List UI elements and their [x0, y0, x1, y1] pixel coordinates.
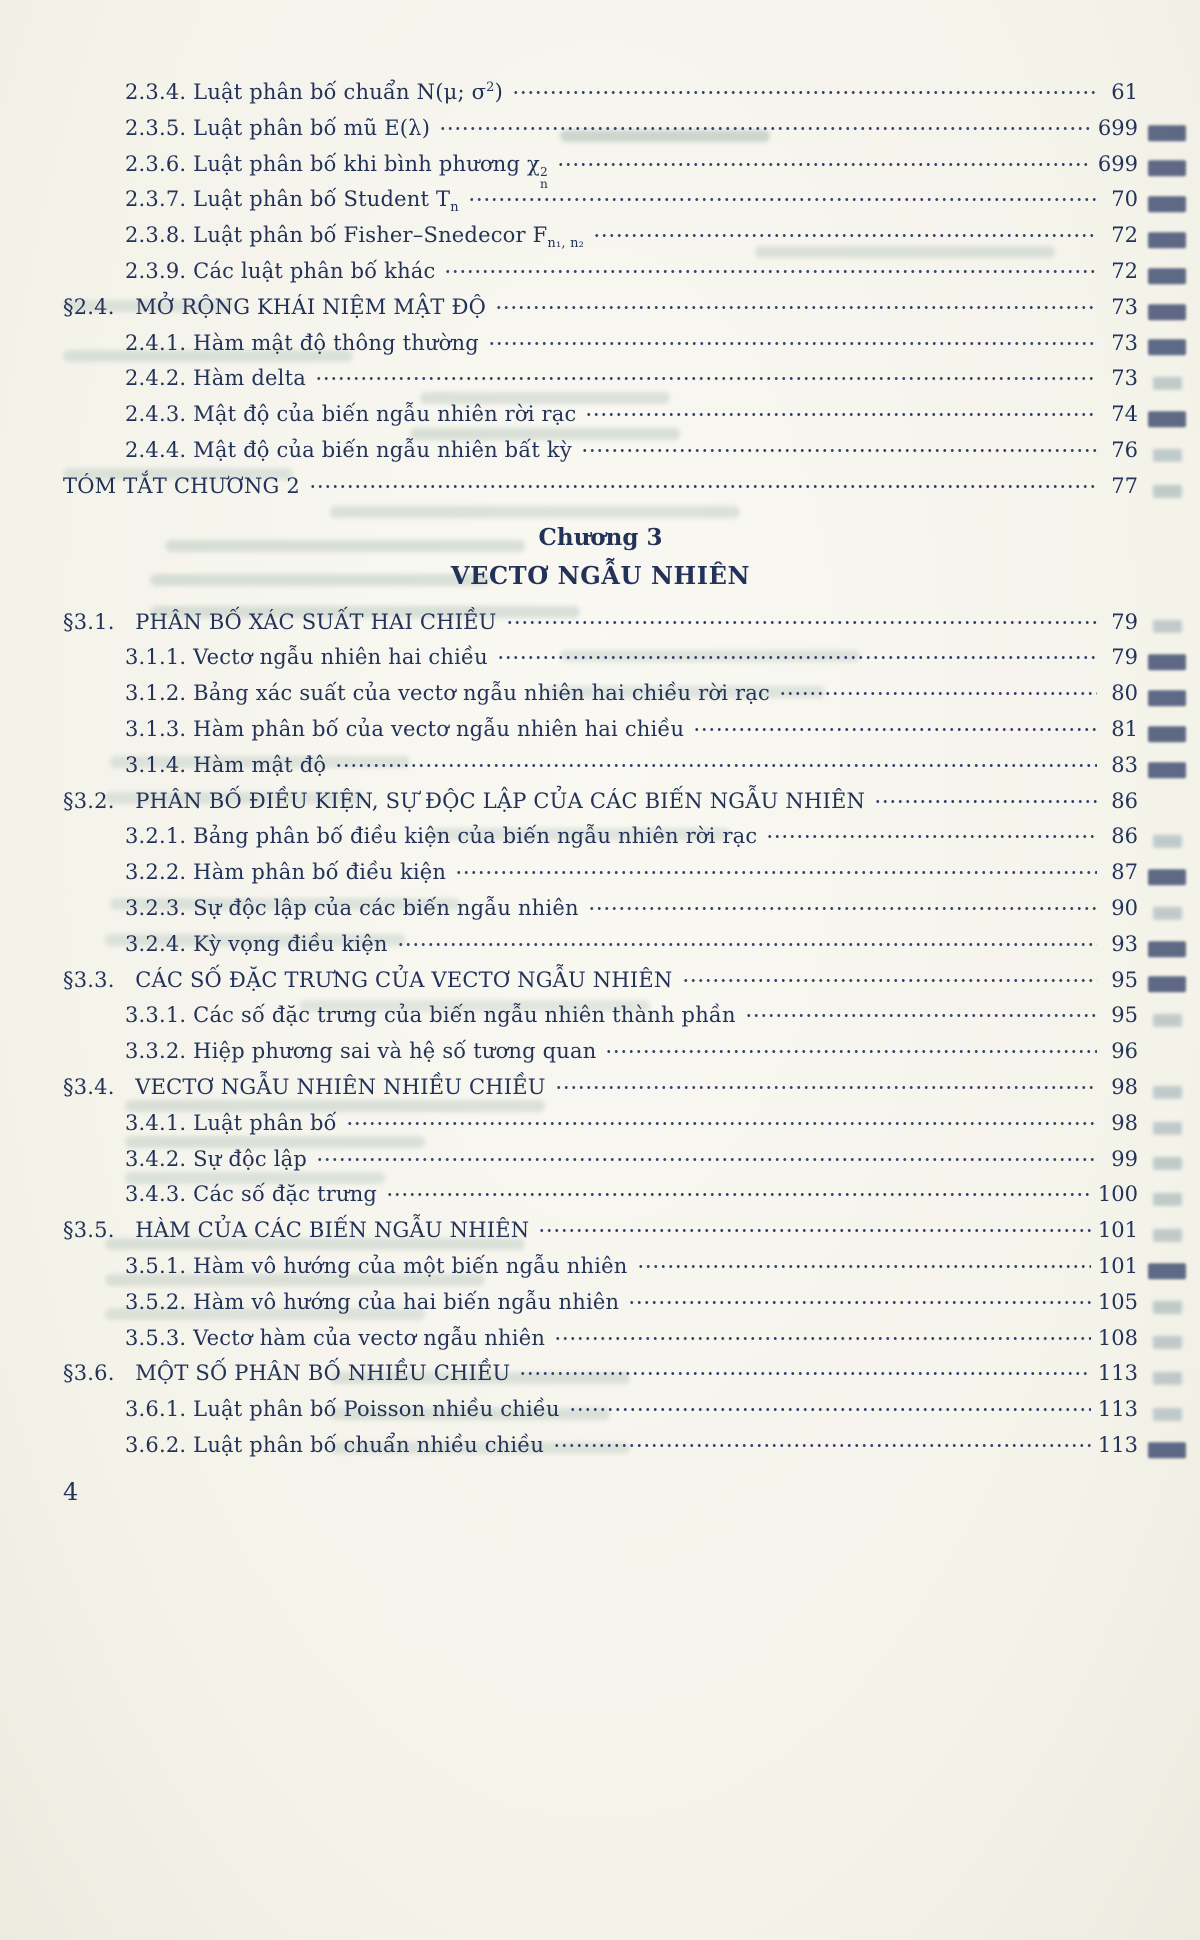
dotted-leader [439, 122, 1091, 135]
toc-entry-title: 3.1.4. Hàm mật độ [125, 752, 327, 777]
bleed-through-mark [1153, 1336, 1182, 1349]
toc-entry-title: 3.5.2. Hàm vô hướng của hai biến ngẫu nhiên [125, 1289, 620, 1314]
toc-entry-title: 2.4.1. Hàm mật độ thông thường [125, 330, 479, 355]
toc-entry-page-number: 98 [1111, 1074, 1138, 1099]
bleed-through-mark [1153, 1014, 1182, 1027]
bleed-through-mark [1148, 411, 1186, 427]
toc-entry-title: 3.2.2. Hàm phân bố điều kiện [125, 860, 447, 885]
toc-entry [63, 968, 1138, 1004]
toc-list-chapter3 [63, 610, 1138, 1469]
toc-entry-title: §2.4. MỞ RỘNG KHÁI NIỆM MẬT ĐỘ [63, 294, 487, 319]
toc-entry-title: §3.1. PHÂN BỐ XÁC SUẤT HAI CHIỀU [63, 609, 497, 634]
bleed-through-mark [1148, 726, 1186, 742]
toc-entry-page-number: 72 [1111, 258, 1138, 283]
toc-entry-title: 3.1.2. Bảng xác suất của vectơ ngẫu nhiên hai chiều rời rạc [125, 681, 770, 706]
dotted-leader [874, 795, 1097, 808]
bleed-through-mark [1153, 1300, 1182, 1313]
toc-entry-page-number: 98 [1111, 1110, 1138, 1135]
dotted-leader [397, 938, 1097, 951]
dotted-leader [497, 651, 1097, 664]
chapter-number: Chương 3 [538, 523, 663, 551]
bleed-through-mark [1153, 1157, 1182, 1170]
toc-entry-page-number: 79 [1111, 645, 1138, 670]
toc-entry-title: TÓM TẮT CHƯƠNG 2 [63, 473, 300, 498]
toc-entry-page-number: 83 [1111, 752, 1138, 777]
toc-entry-title: 2.4.4. Mật độ của biến ngẫu nhiên bất kỳ [125, 437, 572, 462]
toc-list-chapter2 [63, 80, 1138, 510]
toc-entry [63, 1290, 1138, 1326]
toc-entry-page-number: 81 [1111, 716, 1138, 741]
toc-entry-title: 3.2.3. Sự độc lập của các biến ngẫu nhiên [125, 895, 579, 920]
dotted-leader [555, 1081, 1097, 1094]
dotted-leader [309, 480, 1097, 493]
bleed-through-mark [1153, 907, 1182, 920]
bleed-through-mark [1148, 304, 1186, 320]
bleed-through-mark [1153, 449, 1182, 462]
toc-entry [63, 860, 1138, 896]
toc-entry-page-number: 99 [1111, 1146, 1138, 1171]
dotted-leader [488, 337, 1097, 350]
dotted-leader [468, 193, 1097, 206]
dotted-leader [553, 1439, 1091, 1452]
toc-entry-page-number: 100 [1097, 1182, 1138, 1207]
toc-entry-page-number: 76 [1111, 437, 1138, 462]
toc-entry-page-number: 93 [1111, 931, 1138, 956]
dotted-leader [693, 723, 1097, 736]
toc-entry-page-number: 95 [1111, 967, 1138, 992]
bleed-through-mark [1153, 835, 1182, 848]
toc-entry-title: 3.6.1. Luật phân bố Poisson nhiều chiều [125, 1397, 560, 1422]
chapter-heading [63, 520, 1138, 596]
toc-entry-page-number: 87 [1111, 860, 1138, 885]
toc-entry [63, 366, 1138, 402]
bleed-through-mark [1153, 1121, 1182, 1134]
toc-entry [63, 1003, 1138, 1039]
page-number: 4 [63, 1478, 79, 1506]
bleed-through-mark [1148, 161, 1186, 177]
toc-entry-title: 3.4.2. Sự độc lập [125, 1146, 307, 1171]
toc-entry [63, 610, 1138, 646]
dotted-leader [588, 902, 1097, 915]
bleed-through-mark [1148, 232, 1186, 248]
toc-entry-page-number: 61 [1111, 80, 1138, 104]
dotted-leader [346, 1117, 1097, 1130]
toc-entry-page-number: 101 [1097, 1218, 1138, 1243]
toc-entry-page-number: 73 [1111, 330, 1138, 355]
toc-entry-page-number: 74 [1111, 402, 1138, 427]
toc-entry [63, 474, 1138, 510]
toc-entry-title: 2.4.2. Hàm delta [125, 366, 306, 391]
bleed-through-mark [1153, 1372, 1182, 1385]
toc-entry-title: §3.6. MỘT SỐ PHÂN BỐ NHIỀU CHIỀU [63, 1361, 511, 1386]
toc-entry [63, 187, 1138, 223]
toc-entry [63, 223, 1138, 259]
toc-entry-page-number: 105 [1097, 1289, 1138, 1314]
dotted-leader [554, 1332, 1091, 1345]
toc-entry-title: §3.2. PHÂN BỐ ĐIỀU KIỆN, SỰ ĐỘC LẬP CỦA CÁC BIẾN NGẪU NHIÊN [63, 788, 866, 813]
toc-entry [63, 932, 1138, 968]
toc-entry-page-number: 699 [1097, 115, 1138, 140]
toc-entry-title: 2.3.5. Luật phân bố mũ E(λ) [125, 115, 431, 140]
toc-entry-page-number: 90 [1111, 895, 1138, 920]
toc-entry-page-number: 77 [1111, 473, 1138, 498]
dotted-leader [519, 1367, 1090, 1380]
toc-entry-title: 3.6.2. Luật phân bố chuẩn nhiều chiều [125, 1432, 545, 1457]
toc-entry [63, 1039, 1138, 1075]
toc-entry-page-number: 95 [1111, 1003, 1138, 1028]
toc-entry-title: §3.5. HÀM CỦA CÁC BIẾN NGẪU NHIÊN [63, 1218, 530, 1243]
toc-entry [63, 402, 1138, 438]
dotted-leader [495, 301, 1097, 314]
toc-entry-title: 3.1.3. Hàm phân bố của vectơ ngẫu nhiên hai chiều [125, 716, 685, 741]
toc-entry [63, 295, 1138, 331]
toc-entry [63, 151, 1138, 192]
toc-entry-title: §3.3. CÁC SỐ ĐẶC TRƯNG CỦA VECTƠ NGẪU NHIÊN [63, 967, 673, 992]
bleed-through-mark [1148, 869, 1186, 885]
toc-entry-title: 3.2.1. Bảng phân bố điều kiện của biến ngẫu nhiên rời rạc [125, 824, 758, 849]
toc-entry [63, 438, 1138, 474]
bleed-through-mark [1148, 125, 1186, 141]
toc-entry [63, 1218, 1138, 1254]
bleed-through-mark [1148, 762, 1186, 778]
dotted-leader [315, 372, 1097, 385]
toc-entry-page-number: 86 [1111, 824, 1138, 849]
toc-entry [63, 1075, 1138, 1111]
toc-entry-title: 2.3.6. Luật phân bố khi bình phương χ 2 n [125, 151, 549, 192]
toc-entry-title: 3.4.3. Các số đặc trưng [125, 1182, 378, 1207]
dotted-leader [386, 1188, 1091, 1201]
bleed-through-mark [1148, 340, 1186, 356]
bleed-through-mark [1153, 620, 1182, 633]
toc-entry [63, 80, 1138, 116]
toc-entry-page-number: 70 [1111, 187, 1138, 212]
dotted-leader [316, 1153, 1097, 1166]
toc-entry-page-number: 79 [1111, 609, 1138, 634]
toc-entry-page-number: 80 [1111, 681, 1138, 706]
toc-entry [63, 1326, 1138, 1362]
toc-entry-title: §3.4. VECTƠ NGẪU NHIÊN NHIỀU CHIỀU [63, 1074, 546, 1099]
toc-entry [63, 331, 1138, 367]
bleed-through-mark [1148, 941, 1186, 957]
dotted-leader [745, 1009, 1097, 1022]
dotted-leader [766, 830, 1097, 843]
toc-entry-page-number: 73 [1111, 294, 1138, 319]
toc-entry-title: 3.5.3. Vectơ hàm của vectơ ngẫu nhiên [125, 1325, 546, 1350]
toc-entry-page-number: 699 [1097, 151, 1138, 176]
bleed-through-mark [1153, 377, 1182, 390]
dotted-leader [506, 616, 1097, 629]
bleed-through-mark [1148, 1442, 1186, 1458]
dotted-leader [581, 444, 1097, 457]
toc-entry-title: 3.1.1. Vectơ ngẫu nhiên hai chiều [125, 645, 488, 670]
toc-entry-title: 2.3.4. Luật phân bố chuẩn N(μ; $\sigma^2$) [125, 80, 504, 104]
toc-entry-page-number: 73 [1111, 366, 1138, 391]
bleed-through-mark [1153, 1408, 1182, 1421]
toc-entry-title: 2.3.9. Các luật phân bố khác [125, 258, 436, 283]
toc-entry [63, 1182, 1138, 1218]
toc-entry [63, 1111, 1138, 1147]
toc-entry-title: 3.3.2. Hiệp phương sai và hệ số tương quan [125, 1039, 597, 1064]
toc-entry [63, 1433, 1138, 1469]
toc-entry-page-number: 113 [1097, 1361, 1138, 1386]
bleed-through-mark [1148, 196, 1186, 212]
toc-entry-page-number: 96 [1111, 1039, 1138, 1064]
toc-entry-title: 3.3.1. Các số đặc trưng của biến ngẫu nhiên thành phần [125, 1003, 736, 1028]
toc-entry [63, 717, 1138, 753]
toc-entry-title: 2.3.8. Luật phân bố Fisher–Snedecor $F_{n_1, n_2}$ [125, 223, 585, 252]
toc-entry [63, 259, 1138, 295]
bleed-through-mark [1153, 1193, 1182, 1206]
dotted-leader [593, 229, 1097, 242]
toc-entry-title: 3.5.1. Hàm vô hướng của một biến ngẫu nhiên [125, 1253, 628, 1278]
bleed-through-mark [1148, 1263, 1186, 1279]
bleed-through-mark [1148, 690, 1186, 706]
dotted-leader [569, 1403, 1091, 1416]
bleed-through-mark [1148, 268, 1186, 284]
dotted-leader [444, 265, 1097, 278]
toc-entry [63, 824, 1138, 860]
bleed-through-mark [1148, 654, 1186, 670]
dotted-leader [682, 974, 1098, 987]
dotted-leader [605, 1045, 1097, 1058]
toc-entry [63, 789, 1138, 825]
toc-entry-page-number: 72 [1111, 223, 1138, 248]
toc-entry [63, 753, 1138, 789]
toc-entry [63, 1254, 1138, 1290]
toc-entry [63, 645, 1138, 681]
toc-entry-title: 2.3.7. Luật phân bố Student $T_n$ [125, 187, 459, 216]
dotted-leader [538, 1224, 1091, 1237]
toc-entry-title: 3.4.1. Luật phân bố [125, 1110, 337, 1135]
dotted-leader [335, 759, 1097, 772]
toc-entry-title: 3.2.4. Kỳ vọng điều kiện [125, 931, 388, 956]
toc-entry-page-number: 86 [1111, 788, 1138, 813]
toc-entry [63, 1361, 1138, 1397]
toc-entry-page-number: 113 [1097, 1432, 1138, 1457]
dotted-leader [455, 866, 1097, 879]
dotted-leader [637, 1260, 1091, 1273]
dotted-leader [585, 408, 1097, 421]
toc-entry [63, 116, 1138, 152]
bleed-through-mark [1153, 1086, 1182, 1099]
bleed-through-mark [1153, 485, 1182, 498]
dotted-leader [628, 1296, 1091, 1309]
dotted-leader [557, 158, 1091, 171]
toc-entry-title: 2.4.3. Mật độ của biến ngẫu nhiên rời rạc [125, 402, 577, 427]
dotted-leader [512, 86, 1097, 99]
toc-entry-page-number: 108 [1097, 1325, 1138, 1350]
toc-entry [63, 1397, 1138, 1433]
bleed-through-mark [1148, 977, 1186, 993]
toc-entry [63, 681, 1138, 717]
bleed-through-mark [1153, 1229, 1182, 1242]
toc-entry [63, 896, 1138, 932]
chapter-title: VECTƠ NGẪU NHIÊN [450, 560, 751, 590]
toc-entry-page-number: 101 [1097, 1253, 1138, 1278]
dotted-leader [779, 687, 1097, 700]
toc-entry [63, 1147, 1138, 1183]
toc-entry-page-number: 113 [1097, 1397, 1138, 1422]
